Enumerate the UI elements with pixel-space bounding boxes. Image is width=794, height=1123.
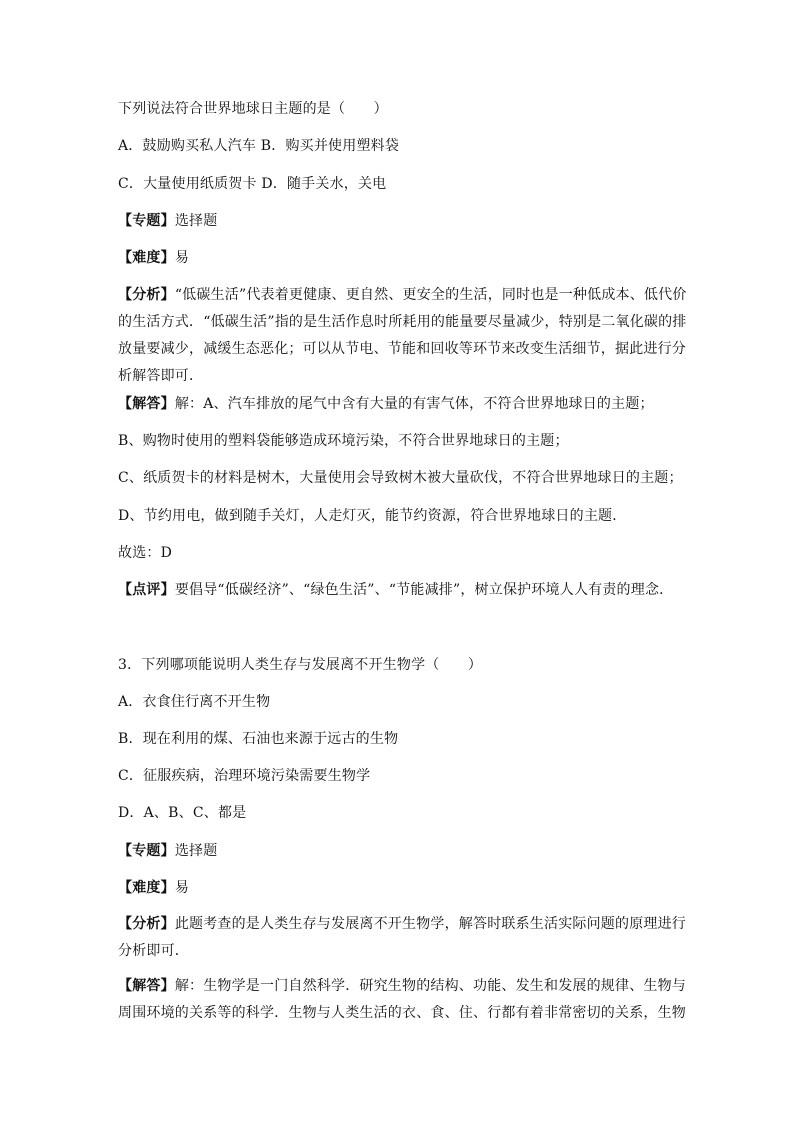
topic-tag: 【专题】 bbox=[118, 843, 175, 859]
comment-tag: 【点评】 bbox=[118, 582, 175, 598]
topic-value: 选择题 bbox=[174, 213, 218, 229]
option-line-ab: A．鼓励购买私人汽车 B．购买并使用塑料袋 bbox=[118, 138, 400, 154]
analysis-line: 析解答即可． bbox=[118, 368, 204, 384]
analysis-line: 【分析】此题考查的是人类生存与发展离不开生物学，解答时联系生活实际问题的原理进行 bbox=[118, 916, 687, 932]
analysis-paragraph bbox=[118, 282, 687, 390]
answer-tag: 【解答】 bbox=[118, 978, 175, 994]
choice-line: 故选：D bbox=[118, 545, 173, 561]
analysis-line: 放量要减少，减缓生态恶化；可以从节电、节能和回收等环节来改变生活细节，据此进行分 bbox=[118, 341, 686, 357]
option-d: D．A、B、C、都是 bbox=[118, 805, 247, 821]
topic-line bbox=[118, 842, 678, 860]
answer-line: 【解答】解：生物学是一门自然科学．研究生物的结构、功能、发生和发展的规律、生物与 bbox=[118, 978, 687, 994]
analysis-line: 的生活方式．“低碳生活”指的是生活作息时所耗用的能量要尽量减少，特别是二氧化碳的排 bbox=[118, 314, 687, 330]
comment-line: 【点评】要倡导“低碳经济”、“绿色生活”、“节能减排”，树立保护环境人人有责的理念． bbox=[118, 582, 674, 598]
answer-line: 【解答】解：A、汽车排放的尾气中含有大量的有害气体，不符合世界地球日的主题； bbox=[118, 396, 654, 412]
answer-paragraph bbox=[118, 973, 687, 1027]
topic-line bbox=[118, 212, 678, 230]
topic-tag: 【专题】 bbox=[118, 213, 175, 229]
question-text: 下列说法符合世界地球日主题的是（ ） bbox=[118, 101, 388, 117]
question-text: 3．下列哪项能说明人类生存与发展离不开生物学（ ） bbox=[118, 657, 483, 673]
analysis-paragraph bbox=[118, 911, 687, 965]
difficulty-line bbox=[118, 249, 678, 267]
answer-line: 周围环境的关系等的科学．生物与人类生活的衣、食、住、行都有着非常密切的关系，生物 bbox=[118, 1005, 686, 1021]
analysis-tag: 【分析】 bbox=[118, 287, 175, 303]
answer-tag: 【解答】 bbox=[118, 396, 175, 412]
analysis-tag: 【分析】 bbox=[118, 916, 175, 932]
analysis-line: 【分析】“低碳生活”代表着更健康、更自然、更安全的生活，同时也是一种低成本、低代价 bbox=[118, 287, 687, 303]
difficulty-value: 易 bbox=[174, 880, 190, 896]
difficulty-value: 易 bbox=[174, 250, 190, 266]
analysis-line: 分析即可． bbox=[118, 943, 189, 959]
difficulty-tag: 【难度】 bbox=[118, 880, 175, 896]
difficulty-tag: 【难度】 bbox=[118, 250, 175, 266]
answer-line-b: B、购物时使用的塑料袋能够造成环境污染，不符合世界地球日的主题； bbox=[118, 433, 569, 449]
answer-line-c: C、纸质贺卡的材料是树木，大量使用会导致树木被大量砍伐，不符合世界地球日的主题； bbox=[118, 470, 683, 486]
topic-value: 选择题 bbox=[174, 843, 218, 859]
option-b: B．现在利用的煤、石油也来源于远古的生物 bbox=[118, 731, 399, 747]
option-c: C．征服疾病，治理环境污染需要生物学 bbox=[118, 768, 371, 784]
answer-line-d: D、节约用电，做到随手关灯，人走灯灭，能节约资源，符合世界地球日的主题． bbox=[118, 508, 627, 524]
option-line-cd: C．大量使用纸质贺卡 D．随手关水，关电 bbox=[118, 176, 387, 192]
option-a: A．衣食住行离不开生物 bbox=[118, 694, 271, 710]
difficulty-line bbox=[118, 879, 678, 897]
